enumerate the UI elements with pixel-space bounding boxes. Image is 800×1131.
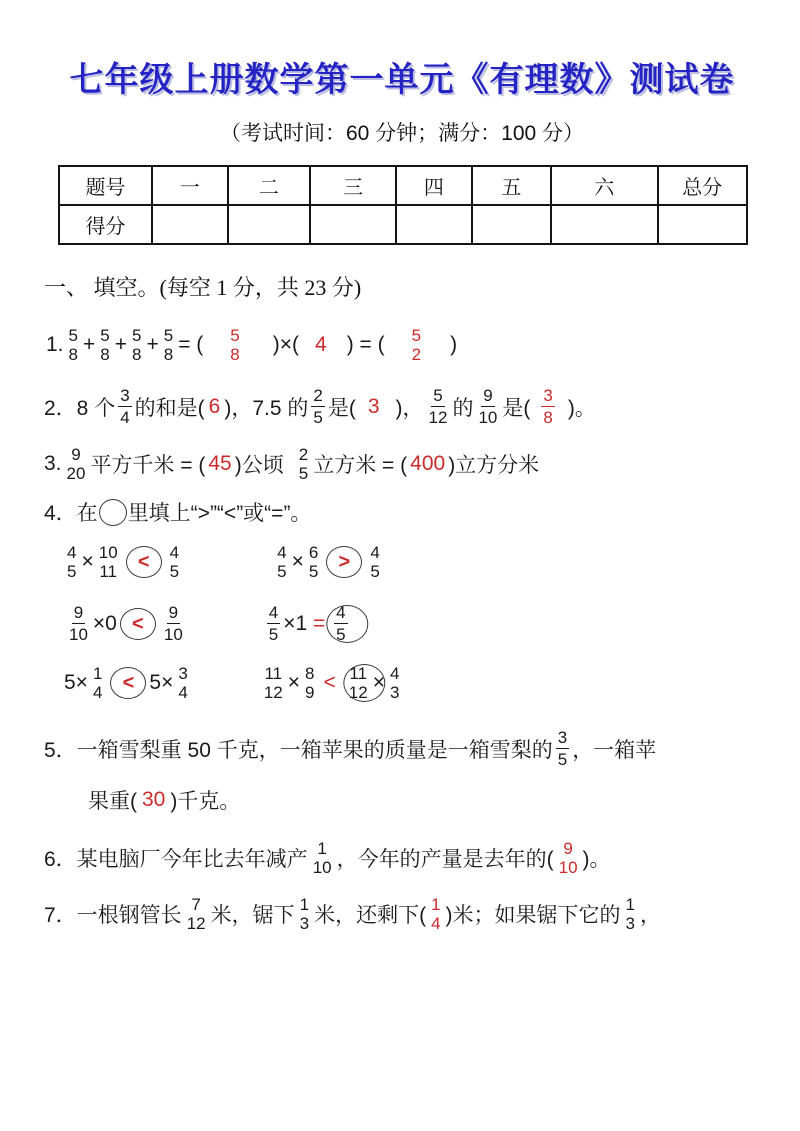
text: )，: [395, 396, 424, 420]
text: +: [82, 333, 96, 356]
denominator: 4: [92, 683, 103, 702]
text: 米，锯下: [210, 904, 295, 927]
comparison-circle: [120, 608, 156, 640]
question-6: [44, 839, 760, 877]
text: 4．在: [44, 502, 98, 525]
text: +: [114, 333, 127, 356]
text: ) = (: [346, 333, 385, 356]
question-3: [44, 445, 760, 483]
denominator: 10: [312, 858, 332, 877]
numerator: 3: [178, 664, 188, 683]
text: 平方千米 = (: [90, 454, 206, 477]
spacer: [327, 345, 347, 346]
text: ，: [640, 904, 662, 927]
denominator: 5: [313, 408, 323, 427]
comparison-symbol: <: [122, 672, 135, 694]
denominator: 20: [66, 464, 86, 483]
header-cell-2: 二: [228, 166, 311, 205]
denominator: 5: [308, 562, 319, 581]
denominator: 10: [163, 625, 183, 644]
text: )立方分米: [448, 454, 540, 477]
exam-info: （考试时间：60 分钟；满分：100 分）: [219, 122, 585, 145]
score-cell: [310, 205, 396, 244]
score-table-score-row: [59, 205, 747, 244]
empty-circle: [99, 499, 127, 526]
answer-fraction: [541, 386, 554, 427]
text: 6．某电脑厂今年比去年减产: [44, 848, 308, 871]
text: 立方米 = (: [313, 454, 408, 477]
denominator: 5: [169, 562, 180, 581]
fraction: [347, 664, 370, 702]
fraction: [65, 445, 88, 483]
score-cell: [396, 205, 472, 244]
fraction: [368, 543, 381, 581]
denominator: 5: [336, 625, 346, 644]
score-cell: [152, 205, 228, 244]
numerator: 9: [483, 386, 493, 405]
numerator: 5: [433, 386, 443, 405]
text: )米；如果锯下它的: [445, 904, 621, 927]
fraction: [427, 386, 450, 427]
fraction: [476, 386, 499, 427]
text: )，7.5 的: [224, 396, 309, 420]
denominator: 5: [67, 562, 77, 581]
denominator: 12: [263, 683, 283, 702]
numerator: 2: [298, 445, 309, 464]
denominator: 10: [478, 408, 498, 427]
numerator: 1: [625, 895, 636, 914]
fraction: [303, 664, 316, 702]
comparison-circle: [126, 546, 162, 578]
answer-text: 400: [410, 452, 446, 475]
spacer: [245, 345, 273, 346]
numerator: 4: [67, 543, 77, 562]
numerator: 1: [317, 839, 327, 858]
question-2: [44, 386, 760, 427]
score-table-header-row: [59, 166, 747, 205]
question-1: [44, 326, 760, 364]
denominator: 2: [411, 345, 422, 364]
spacer: [184, 562, 272, 563]
denominator: 5: [370, 562, 380, 581]
fraction: [118, 386, 131, 427]
comparison-symbol: <: [137, 551, 150, 573]
question-4-prompt: [44, 497, 760, 527]
comparison-circle: [110, 667, 146, 699]
text: 2．8 个: [44, 396, 116, 420]
answer-text: 3: [367, 394, 380, 418]
header-cell-4: 四: [396, 166, 472, 205]
numerator: 4: [336, 603, 346, 622]
fraction: [388, 664, 401, 702]
text: 1.: [46, 333, 64, 356]
denominator: 5: [557, 750, 568, 769]
answer-fraction: [228, 326, 241, 364]
comparison-symbol: >: [338, 551, 351, 573]
text: 里填上“>”“<”或“=”。: [127, 502, 312, 525]
numerator: 9: [168, 603, 179, 622]
fraction: [162, 326, 175, 364]
numerator: 4: [370, 543, 380, 562]
header-cell-total: 总分: [658, 166, 748, 205]
fraction: [334, 603, 347, 644]
spacer: [299, 345, 315, 346]
text: )×(: [272, 333, 299, 356]
answer-text: 4: [315, 333, 327, 356]
numerator: 5: [163, 326, 174, 345]
numerator: 7: [191, 895, 201, 914]
fraction: [311, 839, 334, 877]
fraction: [91, 664, 104, 702]
question-4-row-3: [44, 664, 760, 702]
text: 5．一箱雪梨重 50 千克，一箱苹果的质量是一箱雪梨的: [44, 738, 553, 762]
header-cell-5: 五: [472, 166, 551, 205]
text: ，一箱苹: [572, 738, 657, 762]
denominator: 8: [131, 345, 142, 364]
fraction: [67, 603, 90, 644]
score-table: [58, 165, 748, 245]
numerator: 9: [73, 603, 84, 622]
denominator: 8: [163, 345, 174, 364]
text: 米，还剩下(: [314, 904, 427, 927]
answer-text: 6: [208, 394, 221, 418]
fraction: [624, 895, 637, 933]
text: )千克。: [170, 790, 241, 813]
text: 是(: [327, 396, 356, 420]
denominator: 8: [543, 408, 553, 427]
text: )。: [582, 848, 611, 871]
text: 的: [452, 396, 474, 420]
numerator: 4: [277, 543, 287, 562]
numerator: 5: [100, 326, 110, 345]
denominator: 5: [277, 562, 287, 581]
score-cell: [551, 205, 658, 244]
question-5-line-1: [44, 728, 760, 769]
text: ): [450, 333, 458, 356]
spacer: [558, 406, 568, 407]
spacer: [530, 406, 538, 407]
fraction: [98, 326, 111, 364]
spacer: [203, 345, 225, 346]
numerator: 2: [313, 386, 323, 405]
score-row-label: 得分: [59, 205, 152, 244]
score-cell: [472, 205, 551, 244]
numerator: 11: [264, 664, 283, 683]
text: 是(: [502, 396, 531, 420]
numerator: 5: [230, 326, 240, 345]
answer-text: 30: [142, 788, 166, 811]
numerator: 9: [563, 839, 573, 858]
text: 果重(: [88, 790, 137, 813]
spacer: [284, 464, 294, 465]
text: ×1: [283, 611, 308, 635]
text: ×: [287, 671, 301, 694]
section-heading: 一、 填空。(每空 1 分，共 23 分): [44, 275, 362, 300]
spacer: [426, 345, 450, 346]
denominator: 3: [625, 914, 636, 933]
answer-text: 45: [208, 452, 232, 475]
header-cell-1: 一: [152, 166, 228, 205]
denominator: 5: [298, 464, 309, 483]
numerator: 5: [68, 326, 78, 345]
fraction: [311, 386, 324, 427]
fraction: [556, 728, 569, 769]
denominator: 12: [348, 683, 368, 702]
spacer: [380, 406, 396, 407]
text: )。: [567, 396, 596, 420]
fraction: [168, 543, 181, 581]
denominator: 8: [100, 345, 110, 364]
denominator: 8: [68, 345, 78, 364]
text: ×: [372, 671, 385, 694]
denominator: 12: [186, 914, 206, 933]
answer-fraction: [410, 326, 423, 364]
spacer: [188, 623, 264, 624]
fraction: [298, 895, 311, 933]
text: ，今年的产量是去年的(: [336, 848, 554, 871]
denominator: 8: [230, 345, 240, 364]
numerator: 1: [92, 664, 103, 683]
numerator: 4: [389, 664, 400, 683]
spacer: [193, 683, 259, 684]
fraction: [262, 664, 285, 702]
spacer: [356, 406, 368, 407]
denominator: 5: [268, 625, 279, 644]
answer-fraction: [557, 839, 580, 877]
text: ×: [291, 550, 304, 573]
fraction: [176, 664, 189, 702]
circle-overlay: [344, 664, 386, 702]
denominator: 4: [431, 914, 441, 933]
question-4-row-2: [44, 603, 760, 644]
fraction: [67, 326, 80, 364]
numerator: 3: [543, 386, 553, 405]
answer-fraction: [429, 895, 442, 933]
text: 3.: [44, 452, 62, 475]
text: ×0: [92, 611, 117, 635]
page-title: 七年级上册数学第一单元《有理数》测试卷: [69, 62, 735, 99]
denominator: 11: [99, 562, 118, 581]
numerator: 1: [299, 895, 310, 914]
numerator: 8: [305, 664, 315, 683]
numerator: 6: [308, 543, 319, 562]
question-5-line-2: [44, 785, 760, 815]
circle-overlay: [326, 605, 368, 643]
text: ×: [81, 550, 94, 573]
numerator: 9: [71, 445, 81, 464]
numerator: 10: [98, 543, 118, 562]
answer-text: <: [323, 671, 336, 694]
denominator: 12: [428, 408, 448, 427]
denominator: 3: [299, 914, 310, 933]
text: 5×: [64, 671, 88, 694]
fraction: [267, 603, 280, 644]
header-cell-3: 三: [310, 166, 396, 205]
numerator: 4: [169, 543, 180, 562]
text: 5×: [149, 671, 174, 694]
denominator: 10: [69, 625, 88, 644]
numerator: 3: [120, 386, 130, 405]
comparison-symbol: <: [132, 612, 144, 635]
text: +: [146, 333, 159, 356]
fraction: [65, 543, 78, 581]
numerator: 5: [411, 326, 422, 345]
denominator: 4: [120, 408, 130, 427]
comparison-circle: [326, 546, 362, 578]
numerator: 11: [349, 664, 368, 683]
fraction: [275, 543, 288, 581]
denominator: 4: [178, 683, 188, 702]
denominator: 9: [305, 683, 315, 702]
text: 7．一根钢管长: [44, 904, 182, 927]
denominator: 10: [558, 858, 578, 877]
numerator: 1: [431, 895, 441, 914]
score-cell: [228, 205, 311, 244]
fraction: [130, 326, 143, 364]
numerator: 4: [268, 603, 279, 622]
numerator: 3: [557, 728, 568, 747]
fraction: [307, 543, 320, 581]
text: )公顷: [234, 454, 284, 477]
answer-text: =: [307, 611, 332, 635]
fraction: [97, 543, 120, 581]
text: = (: [178, 333, 204, 356]
fraction: [185, 895, 208, 933]
spacer: [385, 345, 407, 346]
score-cell: [658, 205, 748, 244]
header-cell-6: 六: [551, 166, 658, 205]
fraction: [297, 445, 310, 483]
question-7: [44, 895, 760, 933]
questions: [44, 326, 760, 933]
fraction: [162, 603, 185, 644]
numerator: 5: [131, 326, 142, 345]
text: 的和是(: [134, 396, 205, 420]
header-cell-question-number: 题号: [59, 166, 152, 205]
denominator: 3: [389, 683, 400, 702]
question-4-row-1: [44, 543, 760, 581]
